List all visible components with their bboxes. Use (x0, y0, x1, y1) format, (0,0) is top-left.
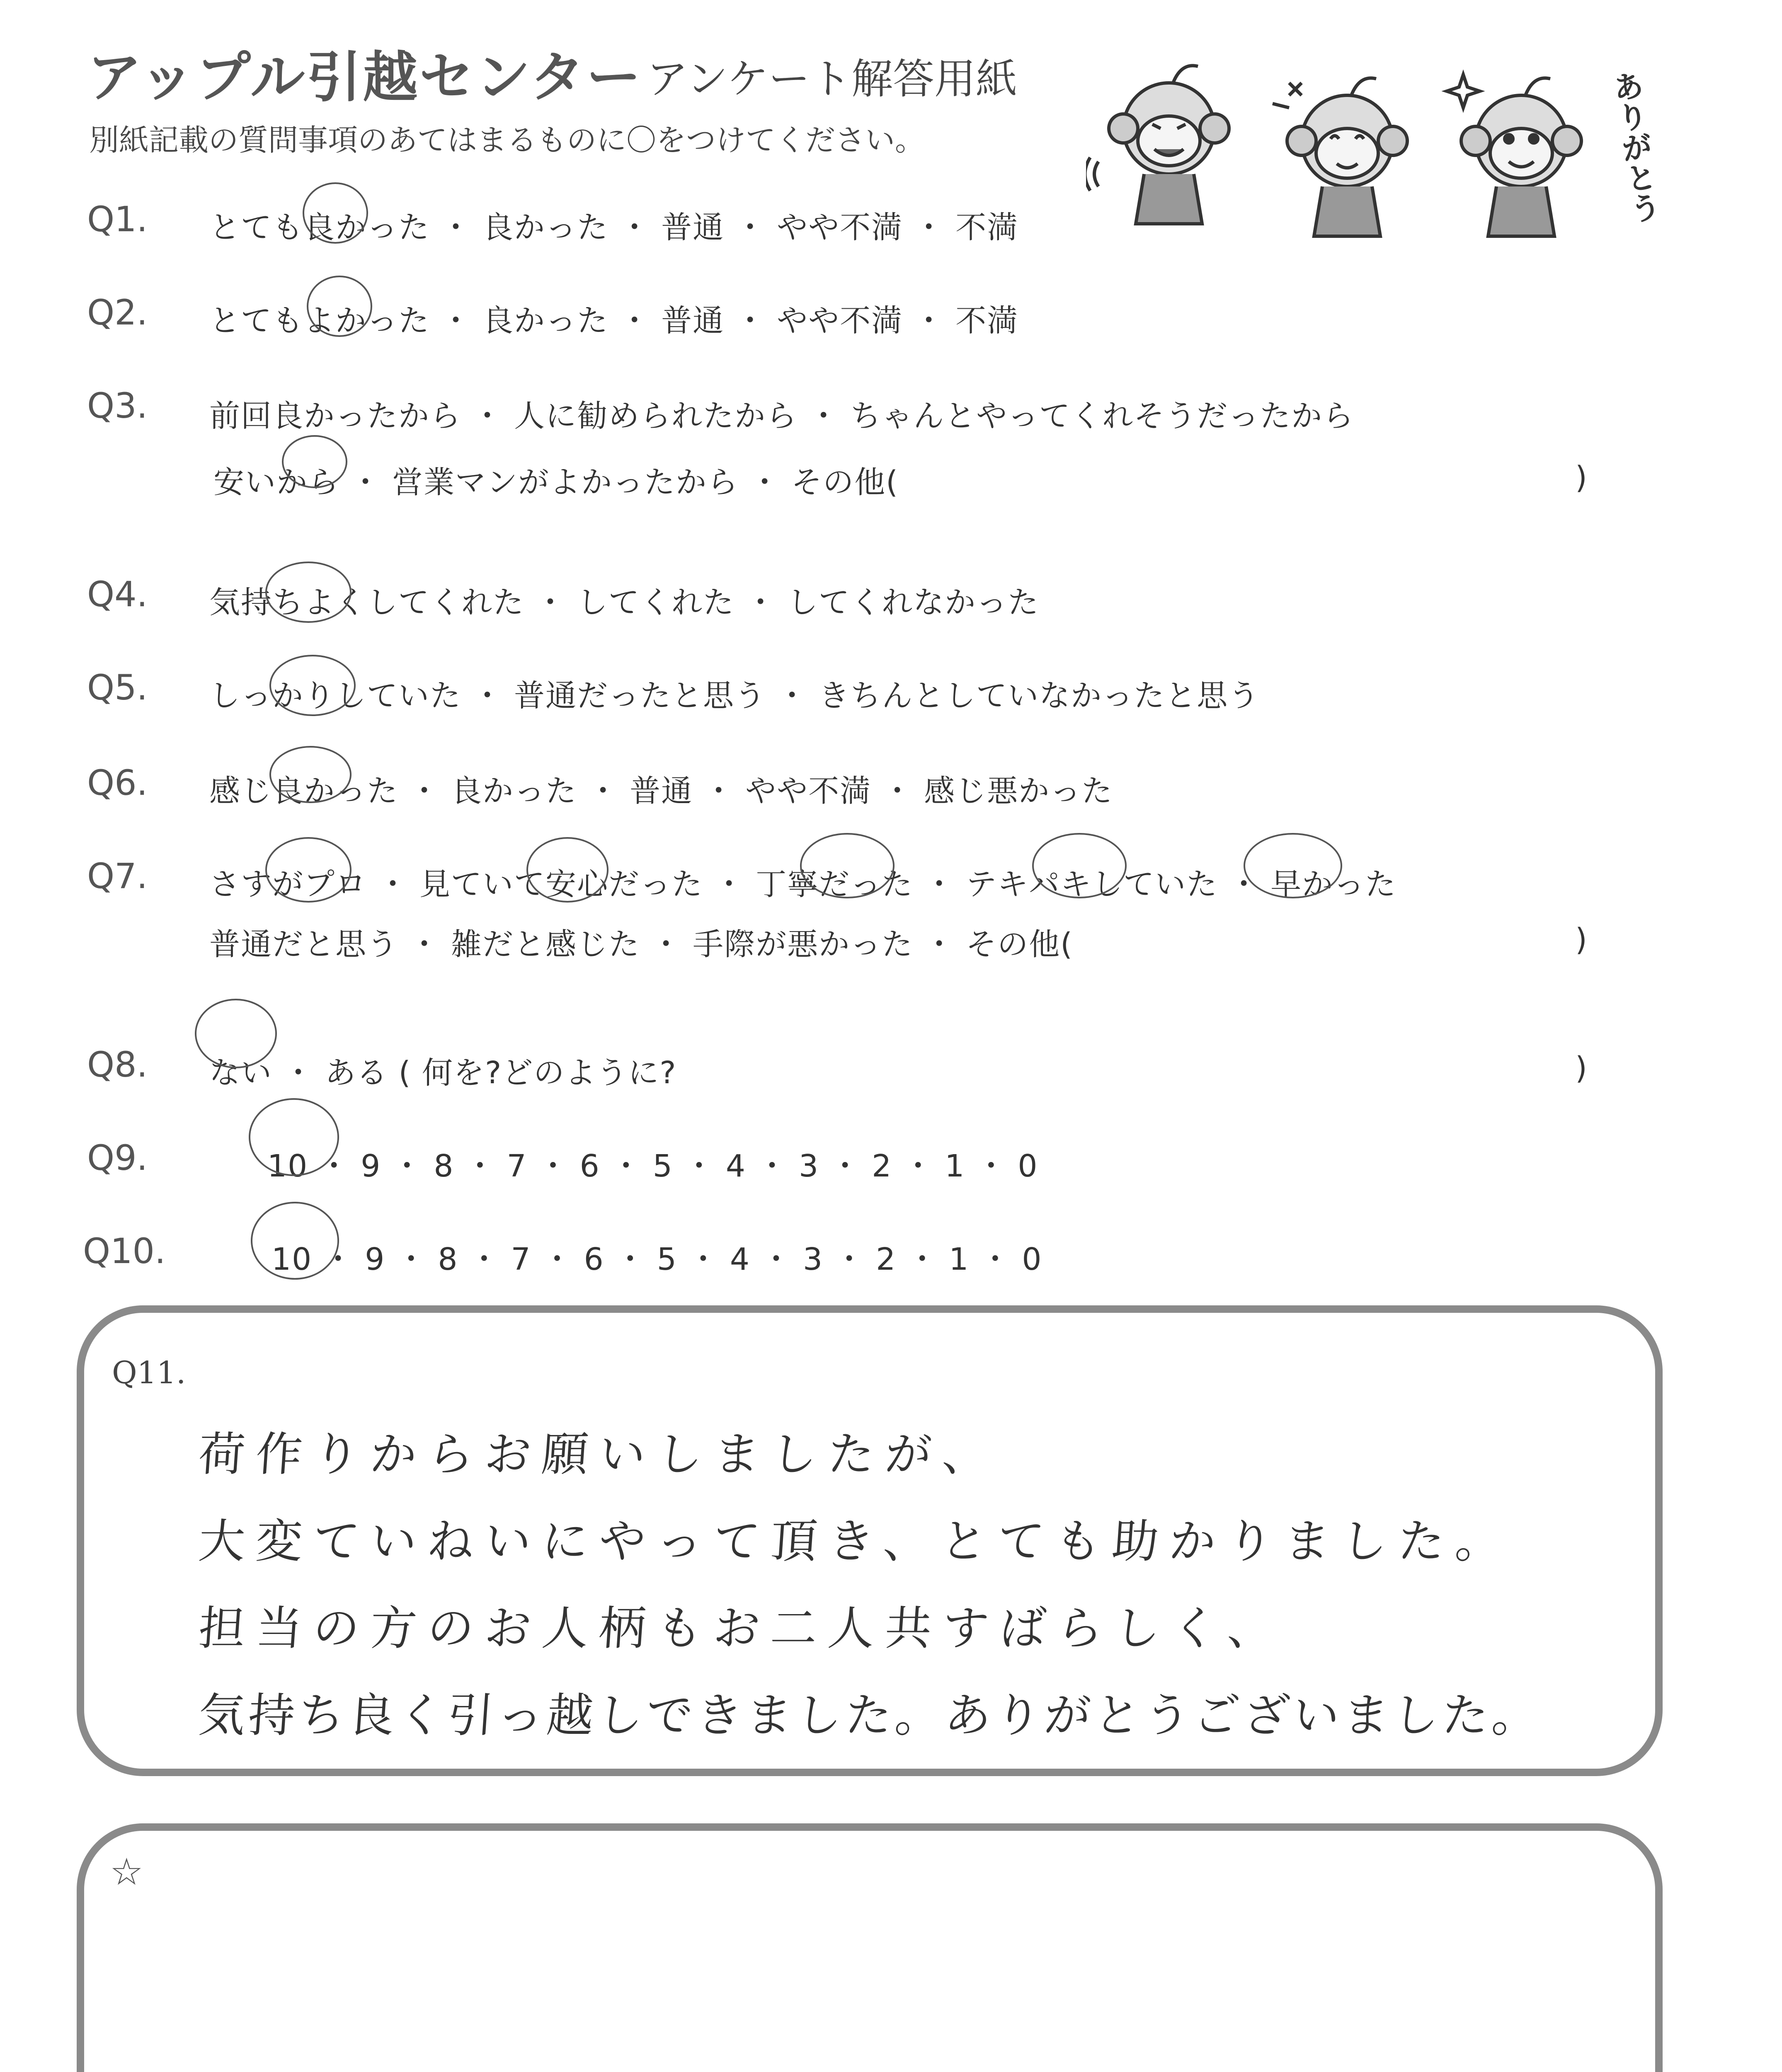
handwritten-comment-line: 大変ていねいにやって頂き、とても助かりました。 (196, 1515, 1515, 1569)
answer-circle-mark (265, 837, 352, 903)
form-title: アップル引越センター (87, 46, 643, 109)
thanks-lettering: ありがとう (1606, 68, 1663, 226)
star-icon: ☆ (110, 1850, 143, 1894)
question-label: Q6. (87, 762, 148, 803)
answer-circle-mark (265, 562, 352, 623)
question-label: Q2. (87, 292, 148, 333)
rating-scale: 10 ・ 9 ・ 8 ・ 7 ・ 6 ・ 5 ・ 4 ・ 3 ・ 2 ・ 1 ・ 0 (267, 1148, 1038, 1184)
question-options: 前回良かったから ・ 人に勧められたから ・ ちゃんとやってくれそうだったから (209, 398, 1355, 434)
question-options: 気持ちよくしてくれた ・ してくれた ・ してくれなかった (209, 585, 1040, 620)
monkey-mascots-illustration (1086, 54, 1650, 269)
answer-circle-mark (1244, 833, 1342, 898)
closing-paren: ) (1575, 460, 1587, 496)
instructions-text: 別紙記載の質問事項のあてはまるものに〇をつけてください。 (89, 123, 925, 157)
handwritten-comment-line: 気持ち良く引っ越しできました。ありがとうございました。 (196, 1689, 1544, 1743)
answer-circle-mark (249, 1098, 339, 1176)
answer-circle-mark (1032, 833, 1127, 898)
question-label: Q1. (87, 199, 148, 240)
answer-circle-mark (269, 655, 356, 716)
answer-circle-mark (282, 435, 347, 488)
question-options: ない ・ ある ( 何を?どのように? (209, 1055, 677, 1091)
question-options: さすがプロ ・ 見ていて安心だった ・ 丁寧だった ・ テキパキしていた ・ 早かった (209, 867, 1397, 902)
answer-circle-mark (800, 833, 895, 898)
question-label: Q10. (83, 1231, 166, 1271)
question-label: Q8. (87, 1044, 148, 1085)
q11-label: Q11. (112, 1355, 186, 1391)
monkey-mascot-icon (1086, 65, 1229, 224)
question-options: 感じ良かった ・ 良かった ・ 普通 ・ やや不満 ・ 感じ悪かった (209, 773, 1113, 809)
answer-circle-mark (269, 746, 352, 803)
form-subtitle: アンケート解答用紙 (647, 55, 1017, 103)
closing-paren: ) (1575, 922, 1587, 958)
question-options-line2: 普通だと思う ・ 雑だと感じた ・ 手際が悪かった ・ その他( (209, 927, 1074, 962)
question-label: Q7. (87, 856, 148, 896)
answer-circle-mark (251, 1202, 339, 1280)
handwritten-comment-line: 担当の方のお人柄もお二人共すばらしく、 (196, 1602, 1287, 1656)
question-label: Q4. (87, 574, 148, 615)
answer-circle-mark (303, 182, 368, 244)
question-label: Q9. (87, 1138, 148, 1178)
answer-circle-mark (307, 276, 372, 337)
question-options: とても良かった ・ 良かった ・ 普通 ・ やや不満 ・ 不満 (209, 210, 1019, 245)
monkey-mascot-icon (1447, 75, 1581, 236)
answer-circle-mark (526, 837, 609, 903)
question-options-line2: 安いから ・ 営業マンがよかったから ・ その他( (213, 465, 899, 500)
question-options: しっかりしていた ・ 普通だったと思う ・ きちんとしていなかったと思う (209, 678, 1260, 714)
answer-circle-mark (195, 999, 277, 1068)
question-options: とてもよかった ・ 良かった ・ 普通 ・ やや不満 ・ 不満 (209, 303, 1019, 339)
handwritten-comment-line: 荷作りからお願いしましたが、 (196, 1428, 1001, 1481)
monkey-mascot-icon (1273, 78, 1407, 236)
question-label: Q3. (87, 385, 148, 426)
rating-scale: 10 ・ 9 ・ 8 ・ 7 ・ 6 ・ 5 ・ 4 ・ 3 ・ 2 ・ 1 ・ 0 (272, 1242, 1043, 1277)
question-label: Q5. (87, 667, 148, 708)
additional-comment-box (77, 1823, 1663, 2072)
closing-paren: ) (1575, 1051, 1587, 1086)
